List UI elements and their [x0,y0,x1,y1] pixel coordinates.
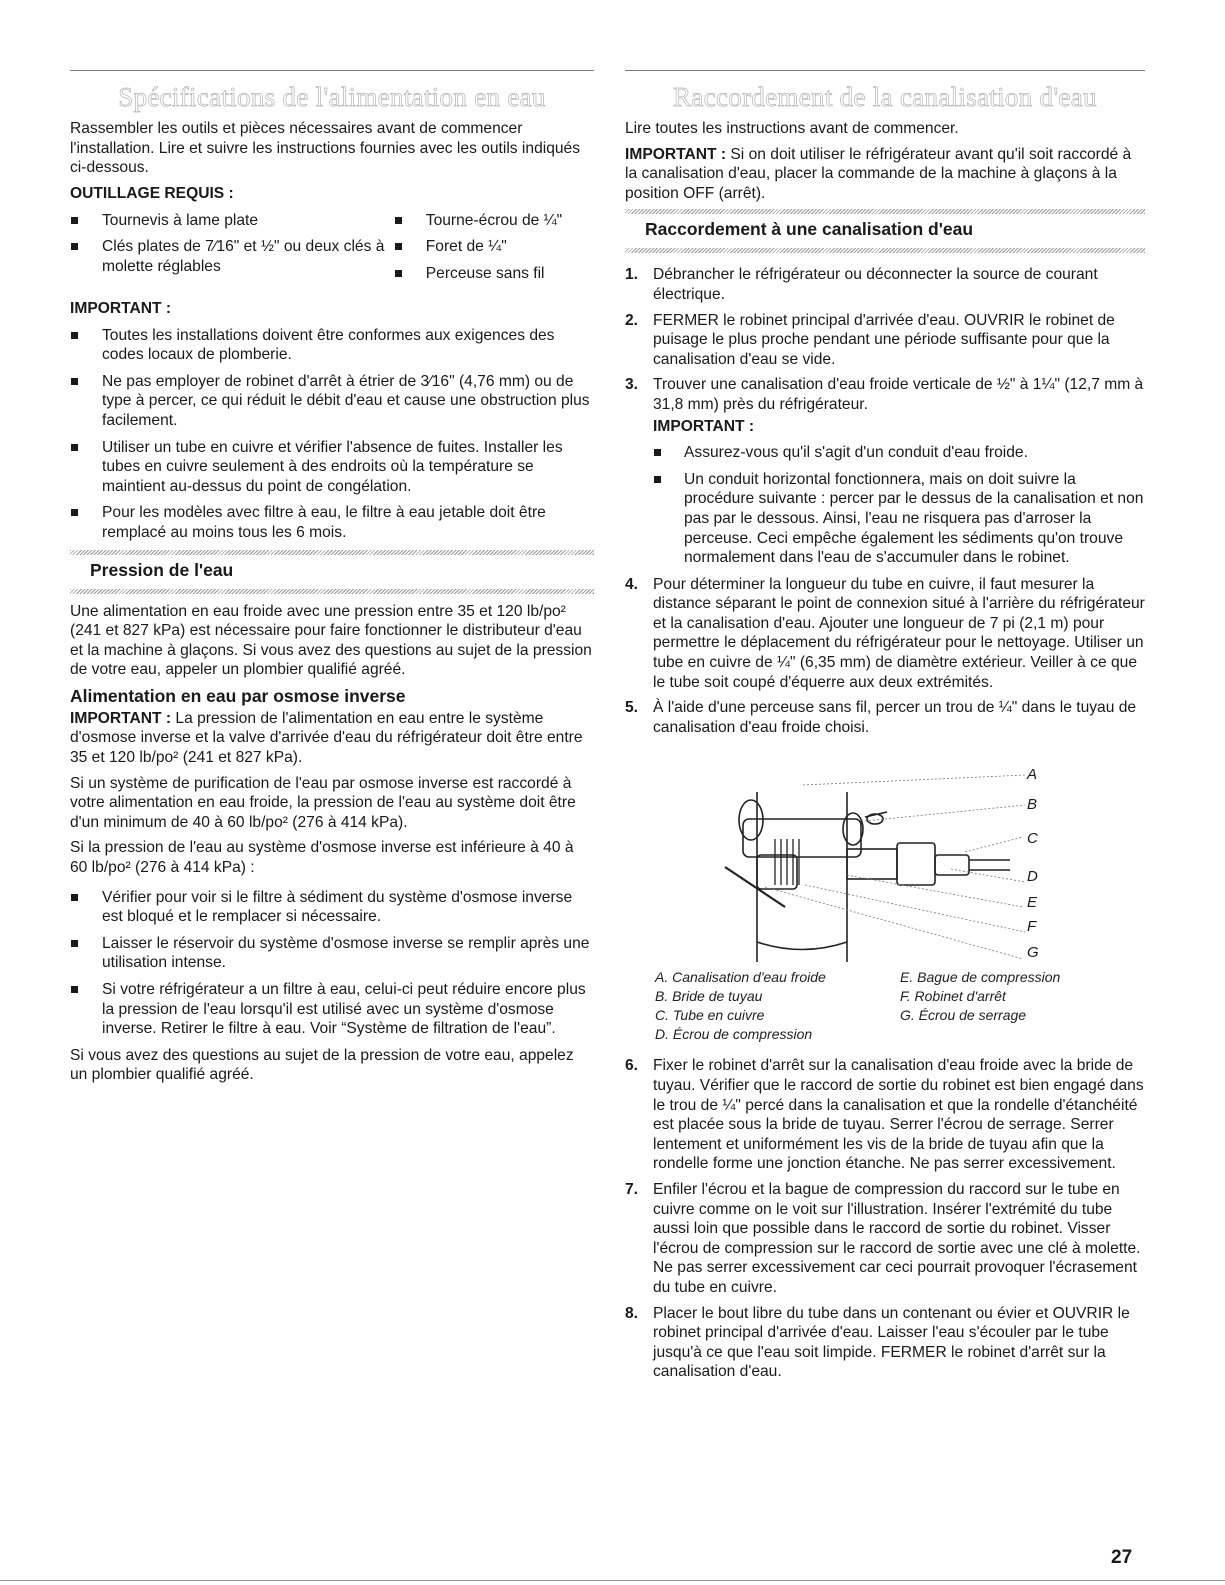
left-column [70,70,594,1091]
right-column [625,70,1145,1388]
legend-item: C. Tube en cuivre [655,1007,765,1024]
step-important-item: Assurez-vous qu'il s'agit d'un conduit d'eau froide. [653,443,1145,463]
callout-g: G [1027,944,1039,962]
left-intro: Rassembler les outils et pièces nécessaires avant de commencer l'installation. Lire et suivre les instructions fournies avec les outils indiqués ci-dessous. [70,120,581,177]
ro-paragraph: Si la pression de l'eau au système d'osmose inverse est inférieure à 40 à 60 lb/po² (276 à 414 kPa) : [70,839,574,877]
tool-item: Tournevis à lame plate [70,211,394,231]
important-heading: IMPORTANT : [70,299,172,317]
step-text: Trouver une canalisation d'eau froide verticale de ½" à 1¼" (12,7 mm à 31,8 mm) près du réfrigérateur. [653,376,1144,413]
callout-e: E [1027,894,1038,912]
step-number: 4. [625,575,639,593]
figure-legend [655,968,1145,1044]
shutoff-valve-illustration [665,757,1165,962]
callout-a: A [1027,766,1038,784]
step-text: Pour déterminer la longueur du tube en cuivre, il faut mesurer la distance séparant le point de connexion situé à l'arrière du réfrigérateur et la canalisation d'eau. Ajouter une longueur de 7 pi (2,1 m) pour permettre le déplacement du réfrigérateur pour le nettoyage. Utiliser un tube en cuivre de ¼" (6,35 mm) de diamètre extérieur. Veiller à ce que le tube soit coupé d'équerre aux deux extrémités. [653,575,1145,691]
left-section-title: Spécifications de l'alimentation en eau [118,82,546,112]
step-text: Enfiler l'écrou et la bague de compression du raccord sur le tube en cuivre comme on le voit sur l'illustration. Insérer l'extrémité du tube aussi loin que possible dans le raccord de sortie du robinet. Visser l'écrou de compression sur le raccord de sortie avec une clé à molette. Ne pas serrer excessivement car ceci pourrait provoquer l'écrasement du tube en cuivre. [653,1181,1141,1296]
right-important-label: IMPORTANT : [625,145,727,163]
hatched-divider [70,589,594,594]
step-number: 1. [625,266,639,284]
top-rule [70,70,594,71]
step-number: 5. [625,699,639,717]
page-number: 27 [1111,1547,1133,1568]
ro-item: Vérifier pour voir si le filtre à sédiment du système d'osmose inverse est bloqué et le remplacer si nécessaire. [70,888,594,927]
right-important [625,145,1145,204]
tools-column-2 [394,211,594,291]
pressure-heading: Pression de l'eau [90,559,234,580]
bottom-rule [0,1580,1225,1581]
legend-item: A. Canalisation d'eau froide [655,969,826,986]
ro-important-label: IMPORTANT : [70,709,172,727]
important-item: Pour les modèles avec filtre à eau, le filtre à eau jetable doit être remplacé au moins tous les 6 mois. [70,503,594,542]
hatched-divider [625,248,1145,253]
ro-paragraph: Si un système de purification de l'eau par osmose inverse est raccordé à votre alimentation en eau froide, la pression de l'eau au système doit être d'un minimum de 40 à 60 lb/po² (276 à 414 kPa). [70,774,576,831]
important-item: Toutes les installations doivent être conformes aux exigences des codes locaux de plomberie. [70,326,594,365]
legend-item: F. Robinet d'arrêt [900,988,1006,1005]
tools-column-1 [70,211,394,291]
hatched-divider [70,550,594,555]
legend-column-1 [655,968,900,1044]
legend-item: D. Écrou de compression [655,1026,813,1043]
tool-item: Clés plates de 7⁄16" et ½" ou deux clés à molette réglables [70,237,394,276]
step-item [625,1180,1145,1298]
legend-item: G. Écrou de serrage [900,1007,1027,1024]
connection-heading: Raccordement à une canalisation d'eau [645,219,974,240]
callout-c: C [1027,830,1038,848]
hatched-divider [625,209,1145,214]
step-text: Placer le bout libre du tube dans un contenant ou évier et OUVRIR le robinet principal d'arrivée d'eau. Laisser l'eau s'écouler par le tube jusqu'à ce que l'eau soit limpide. FERMER le robinet d'arrêt sur la canalisation d'eau. [653,1304,1130,1381]
step-item [625,375,1145,567]
tools-heading: OUTILLAGE REQUIS : [70,184,234,202]
step-important-item: Un conduit horizontal fonctionnera, mais on doit suivre la procédure suivante : percer par le dessus de la canalisation et non pas par le dessous. Ainsi, l'eau ne risquera pas d'arroser la perceuse. Ceci empêche également les sédiments qu'on trouve normalement dans l'eau de s'accumuler dans le robinet. [653,470,1145,568]
closing-text: Si vous avez des questions au sujet de la pression de votre eau, appelez un plombier qualifié agréé. [70,1046,574,1084]
step-number: 7. [625,1181,639,1198]
steps-list [625,265,1145,737]
step-number: 8. [625,1304,639,1322]
step-number: 6. [625,1057,639,1075]
step-text: Débrancher le réfrigérateur ou déconnecter la source de courant électrique. [653,266,1098,303]
tool-item: Perceuse sans fil [394,264,594,284]
step-item [625,575,1145,693]
tool-item: Tourne-écrou de ¼" [394,211,594,231]
right-intro: Lire toutes les instructions avant de commencer. [625,120,959,137]
ro-item: Laisser le réservoir du système d'osmose inverse se remplir après une utilisation intense. [70,934,594,973]
callout-b: B [1027,796,1038,814]
step-number: 3. [625,376,639,394]
important-list [70,326,594,543]
step-important-label: IMPORTANT : [653,417,755,435]
step-item [625,265,1145,304]
important-item: Ne pas employer de robinet d'arrêt à étrier de 3⁄16" (4,76 mm) ou de type à percer, ce qui réduit le débit d'eau et cause une obstruction plus facilement. [70,372,594,431]
steps-list-continued [625,1056,1145,1382]
callout-f: F [1027,918,1037,936]
legend-item: E. Bague de compression [900,969,1061,986]
step-text: FERMER le robinet principal d'arrivée d'eau. OUVRIR le robinet de puisage le plus proche pendant une période suffisante pour que la canalisation d'eau se vide. [653,311,1115,368]
valve-drawing [665,757,1165,962]
right-section-title: Raccordement de la canalisation d'eau [673,82,1097,112]
tools-list [70,211,594,291]
pressure-text: Une alimentation en eau froide avec une pression entre 35 et 120 lb/po² (241 et 827 kPa) est nécessaire pour faire fonctionner le distributeur d'eau et la machine à glaçons. Si vous avez des questions au sujet de la pression de votre eau, appeler un plombier qualifié agréé. [70,602,592,679]
ro-heading: Alimentation en eau par osmose inverse [70,685,406,706]
legend-item: B. Bride de tuyau [655,988,763,1005]
step-number: 2. [625,311,639,329]
callout-d: D [1027,868,1038,886]
ro-important [70,709,594,768]
step-item [625,698,1145,737]
ro-important-text: La pression de l'alimentation en eau entre le système d'osmose inverse et la valve d'arrivée d'eau du réfrigérateur doit être entre 35 et 120 lb/po² (241 et 827 kPa). [70,709,583,767]
top-rule [625,70,1145,71]
step-item [625,1304,1145,1382]
right-important-text: Si on doit utiliser le réfrigérateur avant qu'il soit raccordé à la canalisation d'eau, placer la commande de la machine à glaçons à la position OFF (arrêt). [625,145,1132,202]
step-important-list [653,443,1145,568]
step-item [625,311,1145,370]
important-item: Utiliser un tube en cuivre et vérifier l'absence de fuites. Installer les tubes en cuivre seulement à des endroits où la température se maintient au-dessus du point de congélation. [70,438,594,497]
ro-list [70,888,594,1039]
step-text: À l'aide d'une perceuse sans fil, percer un trou de ¼" dans le tuyau de canalisation d'eau froide choisi. [653,699,1137,736]
legend-column-2 [900,968,1060,1044]
tool-item: Foret de ¼" [394,237,594,257]
step-text: Fixer le robinet d'arrêt sur la canalisation d'eau froide avec la bride de tuyau. Vérifier que le raccord de sortie du robinet est bien engagé dans le trou de ¼" percé dans la canalisation et que la rondelle d'étanchéité est placée sous la bride de tuyau. Serrer l'écrou de serrage. Serrer lentement et uniformément les vis de la bride de tuyau afin que la rondelle forme une jonction étanche. Ne pas serrer excessivement. [653,1057,1144,1173]
ro-item: Si votre réfrigérateur a un filtre à eau, celui-ci peut réduire encore plus la pression de l'eau lorsqu'il est utilisé avec un système d'osmose inverse. Retirer le filtre à eau. Voir “Système de filtration de l'eau”. [70,980,594,1039]
step-item [625,1056,1145,1174]
